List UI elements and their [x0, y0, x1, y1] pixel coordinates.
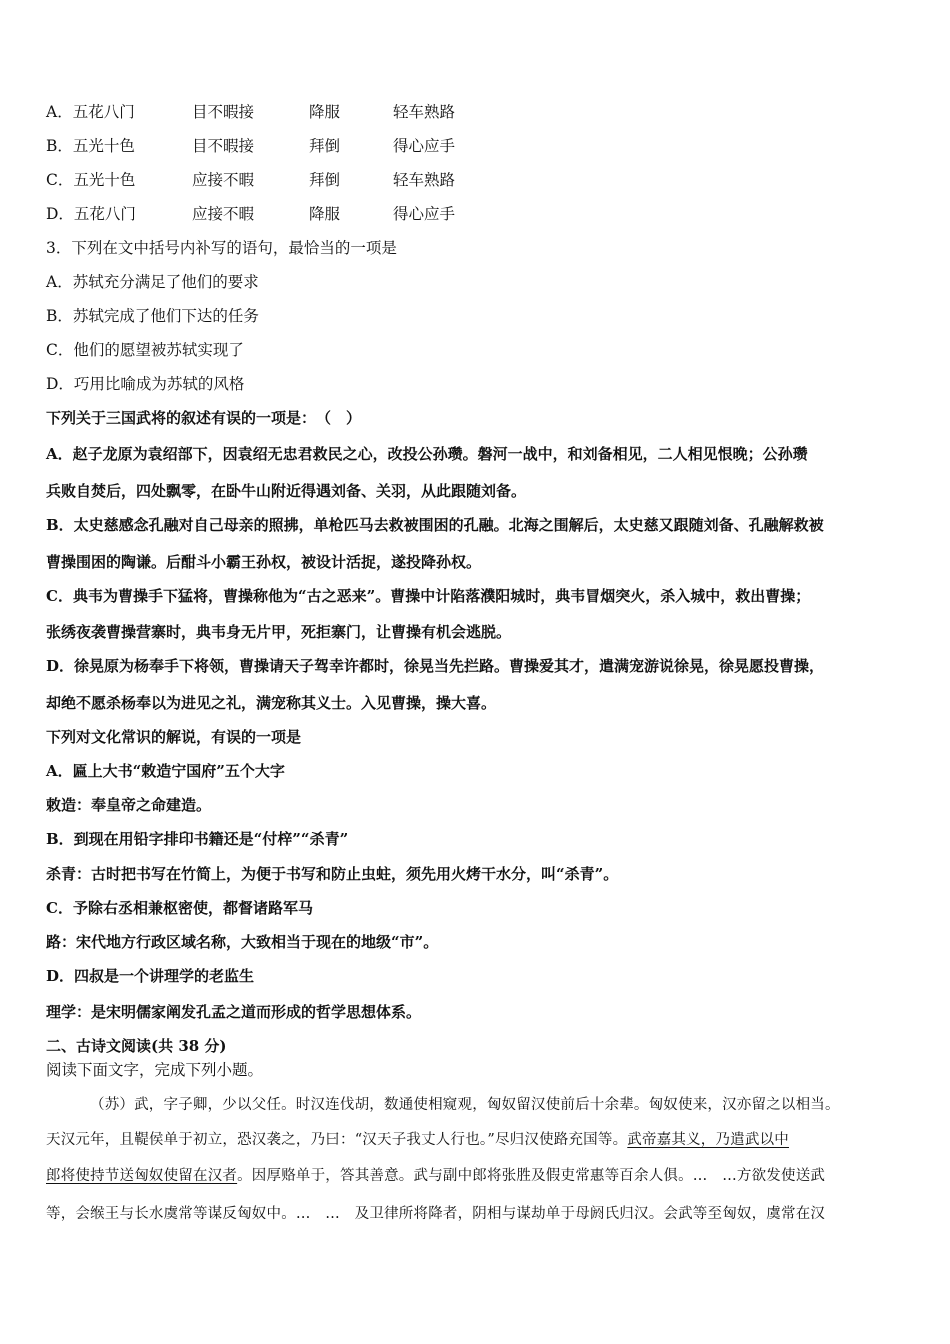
- passage-line-2-text: 天汉元年，且鞮侯单于初立，恐汉袭之，乃曰：“汉天子我丈人行也。”尽归汉使路充国等。: [46, 1132, 628, 1148]
- q3-option-c: C．他们的愿望被苏轼实现了: [46, 341, 244, 359]
- q5-line-8: 理学：是宋明儒家阐发孔孟之道而形成的哲学思想体系。: [46, 1003, 422, 1021]
- q2-option-b-word-2: 拜倒: [309, 137, 341, 155]
- q2-option-a-word-2: 降服: [309, 103, 341, 121]
- q2-option-a-word-1: 目不暇接: [192, 103, 255, 121]
- q5-line-7: D．四叔是一个讲理学的老监生: [46, 967, 255, 985]
- q2-option-d-word-1: 应接不暇: [192, 205, 255, 223]
- passage-underlined-sentence-end: 郎将使持节送匈奴使留在汉者: [46, 1168, 238, 1184]
- q5-line-5: C．予除右丞相兼枢密使，都督诸路军马: [46, 899, 313, 917]
- q4-line-4: 曹操围困的陶谦。后酣斗小霸王孙权，被设计活捉，遂投降孙权。: [46, 553, 482, 571]
- q2-option-d-word-2: 降服: [309, 205, 341, 223]
- q3-option-b: B．苏轼完成了他们下达的任务: [46, 307, 259, 325]
- passage-line-1: （苏）武，字子卿，少以父任。时汉连伐胡，数通使相窥观，匈奴留汉使前后十余辈。匈奴使来，汉亦留之以相当。: [90, 1097, 840, 1113]
- q5-line-1: A．匾上大书“敕造宁国府”五个大字: [46, 762, 285, 780]
- q5-line-2: 敕造：奉皇帝之命建造。: [46, 796, 212, 814]
- q4-line-2: 兵败自焚后，四处飘零，在卧牛山附近得遇刘备、关羽，从此跟随刘备。: [46, 482, 527, 500]
- passage-line-4: 等，会缑王与长水虞常等谋反匈奴中。… … 及卫律所将降者，阴相与谋劫单于母阏氏归汉。会武等至匈奴，虞常在汉: [46, 1206, 826, 1222]
- q3-option-a: A．苏轼充分满足了他们的要求: [46, 273, 259, 291]
- q4-stem: 下列关于三国武将的叙述有误的一项是： （ ）: [46, 409, 362, 427]
- passage-underlined-sentence-start: 武帝嘉其义，乃遣武以中: [627, 1132, 789, 1148]
- section-2-instruction: 阅读下面文字，完成下列小题。: [46, 1061, 264, 1079]
- q2-option-a-label: A．五花八门: [46, 103, 135, 121]
- q2-option-d-label: D．五花八门: [46, 205, 136, 223]
- q2-option-b-word-3: 得心应手: [393, 137, 456, 155]
- q4-line-5: C．典韦为曹操手下猛将，曹操称他为“古之恶来”。曹操中计陷落濮阳城时，典韦冒烟突火，杀入城中，救出曹操；: [46, 587, 811, 605]
- q3-option-d: D．巧用比喻成为苏轼的风格: [46, 375, 245, 393]
- q2-option-c-word-2: 拜倒: [309, 171, 341, 189]
- q2-option-a-word-3: 轻车熟路: [393, 103, 456, 121]
- q5-line-6: 路：宋代地方行政区域名称，大致相当于现在的地级“市”。: [46, 933, 439, 951]
- passage-line-3: [46, 1166, 825, 1186]
- q2-option-b-label: B．五光十色: [46, 137, 135, 155]
- q5-line-4: 杀青：古时把书写在竹简上，为便于书写和防止虫蛀，须先用火烤干水分，叫“杀青”。: [46, 865, 619, 883]
- passage-line-2: [46, 1130, 789, 1150]
- q2-option-d-word-3: 得心应手: [393, 205, 456, 223]
- q5-stem: 下列对文化常识的解说，有误的一项是: [46, 728, 302, 746]
- q2-option-c-label: C．五光十色: [46, 171, 136, 189]
- q4-line-8: 却绝不愿杀杨奉以为进见之礼，满宠称其义士。入见曹操，操大喜。: [46, 694, 497, 712]
- q4-line-7: D．徐晃原为杨奉手下将领，曹操请天子驾幸许都时，徐晃当先拦路。曹操爱其才，遣满宠游说徐晃，徐晃愿投曹操，: [46, 657, 825, 675]
- q4-line-6: 张绣夜袭曹操营寨时，典韦身无片甲，死拒寨门，让曹操有机会逃脱。: [46, 623, 512, 641]
- q2-option-b-word-1: 目不暇接: [192, 137, 255, 155]
- q5-line-3: B．到现在用铅字排印书籍还是“付梓”“杀青”: [46, 830, 349, 848]
- q2-option-c-word-1: 应接不暇: [192, 171, 255, 189]
- q4-line-1: A．赵子龙原为袁绍部下，因袁绍无忠君救民之心，改投公孙瓒。磐河一战中，和刘备相见，二人相见恨晚；公孙瓒: [46, 445, 808, 463]
- q4-line-3: B．太史慈感念孔融对自己母亲的照拂，单枪匹马去救被围困的孔融。北海之围解后，太史慈又跟随刘备、孔融解救被: [46, 516, 824, 534]
- q2-option-c-word-3: 轻车熟路: [393, 171, 456, 189]
- passage-line-3-text: 。因厚赂单于，答其善意。武与副中郎将张胜及假吏常惠等百余人俱。… …方欲发使送武: [237, 1168, 826, 1184]
- section-2-title: 二、古诗文阅读(共 38 分): [46, 1037, 227, 1055]
- q3-stem: 3．下列在文中括号内补写的语句，最恰当的一项是: [46, 239, 397, 257]
